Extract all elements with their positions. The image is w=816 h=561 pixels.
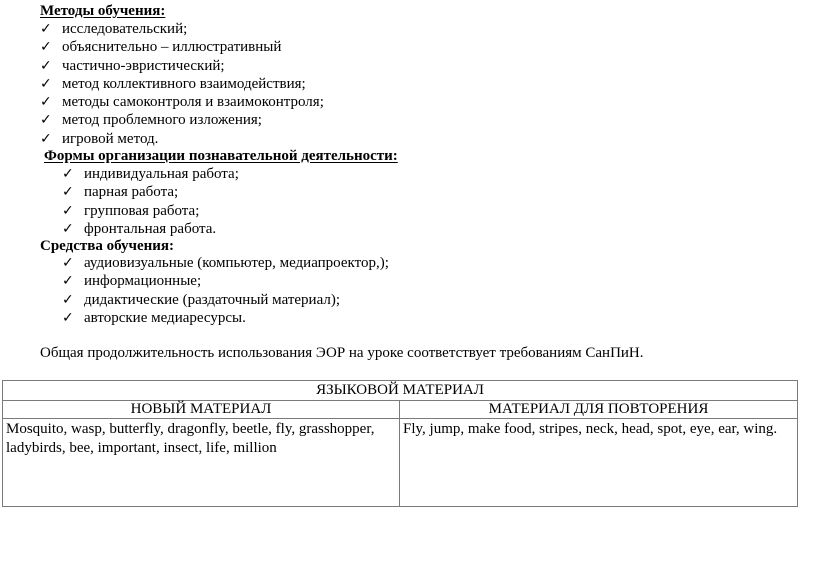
list-item	[40, 93, 324, 111]
repeat-material-cell: Fly, jump, make food, stripes, neck, head, spot, eye, ear, wing.	[400, 419, 798, 507]
new-material-cell: Mosquito, wasp, butterfly, dragonfly, beetle, fly, grasshopper, ladybirds, bee, important, insect, life, million	[3, 419, 400, 507]
forms-heading: Формы организации познавательной деятельности:	[44, 148, 398, 164]
table-title-row	[3, 381, 798, 401]
list-item	[62, 202, 239, 220]
list-item	[62, 165, 239, 183]
list-item	[40, 20, 324, 38]
list-item-text: частично-эвристический;	[62, 57, 225, 74]
list-item-text: игровой метод.	[62, 130, 159, 147]
list-item-text: дидактические (раздаточный материал);	[84, 291, 341, 308]
checkmark-icon: ✓	[62, 220, 74, 237]
table-header-row	[3, 401, 798, 419]
checkmark-icon: ✓	[62, 202, 74, 219]
list-item-text: авторские медиаресурсы.	[84, 309, 246, 326]
checkmark-icon: ✓	[62, 166, 74, 182]
eor-summary-text: Общая продолжительность использования ЭОР на уроке соответствует требованиям СанПиН.	[40, 345, 644, 361]
table-title: ЯЗЫКОВОЙ МАТЕРИАЛ	[3, 381, 798, 401]
list-item	[40, 75, 324, 93]
list-item	[62, 272, 389, 290]
methods-list	[40, 20, 324, 148]
means-heading: Средства обучения:	[40, 238, 175, 254]
language-material-table	[2, 380, 798, 507]
checkmark-icon: ✓	[40, 130, 52, 147]
methods-heading: Методы обучения:	[40, 3, 166, 19]
list-item	[62, 309, 389, 327]
list-item-text: парная работа;	[84, 184, 179, 201]
list-item-text: аудиовизуальные (компьютер, медиапроектор,);	[84, 255, 389, 271]
table-row	[3, 419, 798, 507]
list-item-text: метод проблемного изложения;	[62, 112, 262, 129]
list-item	[62, 220, 239, 238]
checkmark-icon: ✓	[62, 291, 74, 308]
checkmark-icon: ✓	[40, 112, 52, 129]
checkmark-icon: ✓	[40, 57, 52, 74]
list-item	[62, 183, 239, 201]
list-item-text: информационные;	[84, 273, 202, 290]
list-item-text: методы самоконтроля и взаимоконтроля;	[62, 94, 324, 111]
checkmark-icon: ✓	[40, 39, 52, 56]
list-item	[40, 111, 324, 129]
checkmark-icon: ✓	[40, 21, 52, 37]
checkmark-icon: ✓	[62, 184, 74, 201]
list-item	[62, 291, 389, 309]
checkmark-icon: ✓	[62, 255, 74, 271]
forms-list	[62, 165, 239, 238]
list-item-text: исследовательский;	[62, 21, 188, 37]
means-list	[62, 254, 389, 327]
column-header-new: НОВЫЙ МАТЕРИАЛ	[3, 401, 400, 419]
checkmark-icon: ✓	[40, 75, 52, 92]
list-item-text: индивидуальная работа;	[84, 166, 239, 182]
list-item-text: фронтальная работа.	[84, 220, 217, 237]
list-item	[62, 254, 389, 272]
column-header-repeat: МАТЕРИАЛ ДЛЯ ПОВТОРЕНИЯ	[400, 401, 798, 419]
list-item	[40, 130, 324, 148]
list-item	[40, 57, 324, 75]
list-item	[40, 38, 324, 56]
list-item-text: объяснительно – иллюстративный	[62, 39, 282, 56]
list-item-text: групповая работа;	[84, 202, 200, 219]
list-item-text: метод коллективного взаимодействия;	[62, 75, 306, 92]
checkmark-icon: ✓	[40, 94, 52, 111]
checkmark-icon: ✓	[62, 309, 74, 326]
checkmark-icon: ✓	[62, 273, 74, 290]
